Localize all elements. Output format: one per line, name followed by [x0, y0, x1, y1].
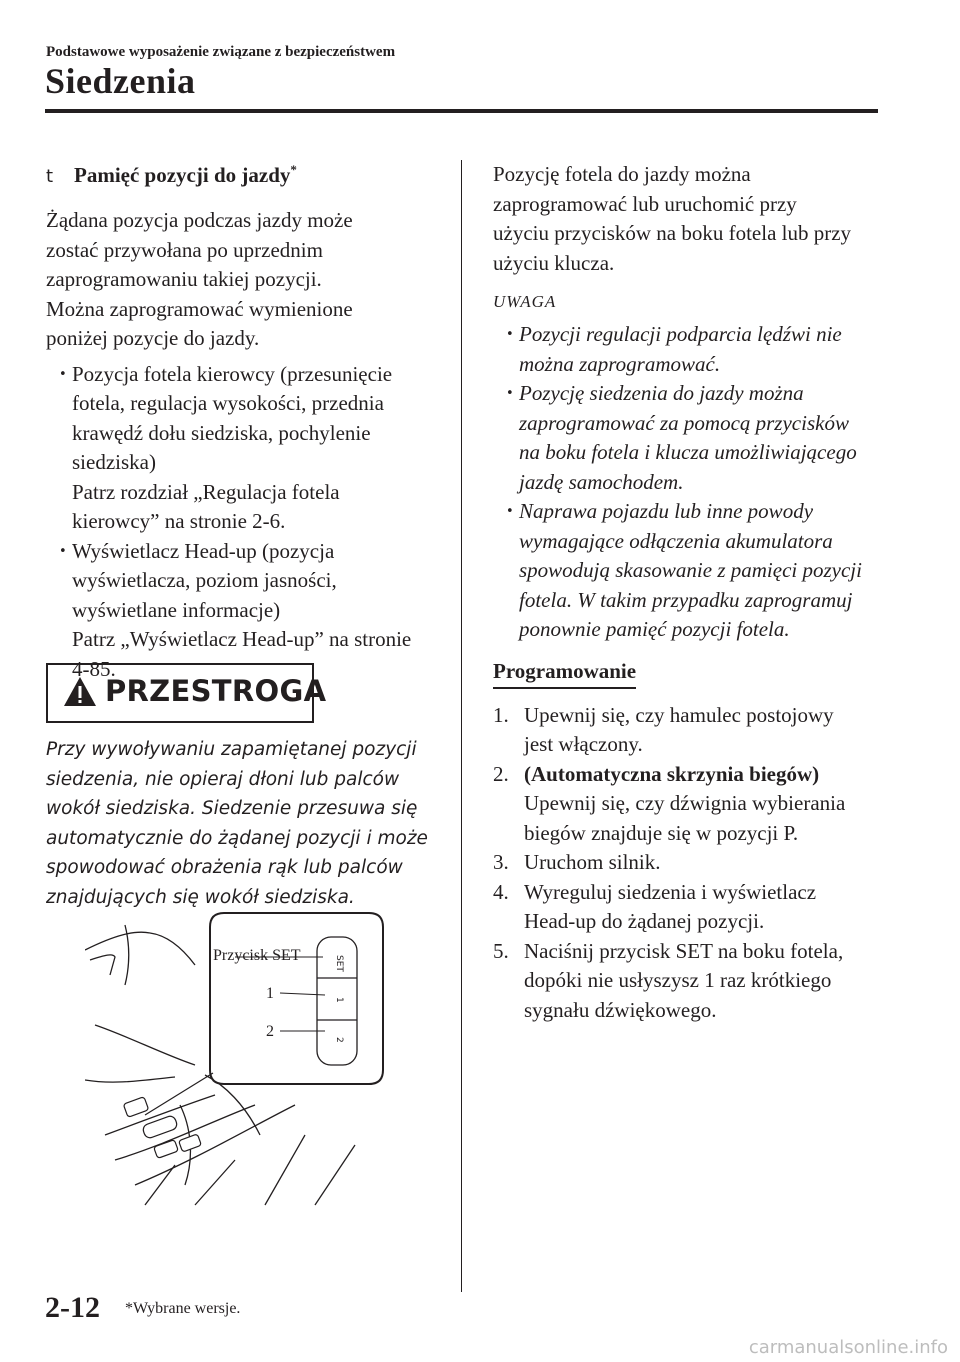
- bullet-icon: •: [59, 366, 67, 382]
- step-item: [493, 878, 893, 937]
- callout-2: 2: [266, 1023, 274, 1040]
- step-line: Head-up do żądanej pozycji.: [524, 909, 765, 933]
- step-line: Uruchom silnik.: [524, 850, 661, 874]
- button-1-label: 1: [334, 997, 344, 1003]
- watermark: carmanualsonline.info: [748, 1337, 948, 1358]
- list-item: [46, 360, 446, 537]
- step-item: [493, 760, 893, 849]
- caution-text: [46, 735, 456, 912]
- page-number: 2-12: [45, 1291, 100, 1324]
- step-line: Wyreguluj siedzenia i wyświetlacz: [524, 879, 817, 904]
- chapter-heading: Podstawowe wyposażenie związane z bezpieczeństwem: [46, 44, 396, 60]
- note-line: na boku fotela i klucza umożliwiającego: [519, 440, 857, 464]
- note-item: [493, 320, 893, 379]
- footnote: *Wybrane wersje.: [125, 1300, 241, 1317]
- caution-line: wokół siedziska. Siedzenie przesuwa się: [46, 798, 418, 819]
- list-item-line: Wyświetlacz Head-up (pozycja: [72, 538, 335, 563]
- bullet-icon: •: [506, 504, 514, 519]
- programming-heading: Programowanie: [493, 657, 636, 689]
- button-2-label: 2: [334, 1037, 344, 1043]
- caution-line: Przy wywoływaniu zapamiętanej pozycji: [46, 739, 417, 760]
- side-switch-panel: [123, 1097, 201, 1159]
- list-item-line: Pozycja fotela kierowcy (przesunięcie: [72, 361, 393, 386]
- step-line: Upewnij się, czy hamulec postojowy: [524, 702, 834, 727]
- step-number: 3.: [493, 850, 509, 874]
- list-item-line: wyświetlane informacje): [72, 597, 281, 622]
- section-marker: t: [46, 166, 54, 187]
- step-line: biegów znajduje się w pozycji P.: [524, 820, 799, 845]
- list-item-line: fotela, regulacja wysokości, przednia: [72, 391, 384, 415]
- set-button-label: SET: [334, 955, 344, 972]
- column-divider: [461, 160, 462, 1292]
- intro-line: użyciu klucza.: [493, 250, 615, 275]
- list-item-line: 4-85.: [72, 656, 116, 681]
- intro-line: użyciu przycisków na boku fotela lub przy: [493, 221, 852, 245]
- list-item: [46, 537, 446, 685]
- step-number: 1.: [493, 702, 509, 727]
- bullet-icon: •: [506, 327, 514, 342]
- intro-line: Pozycję fotela do jazdy można: [493, 162, 751, 186]
- optional-equipment-mark: *: [290, 162, 297, 177]
- list-item-line: Patrz „Wyświetlacz Head-up” na stronie: [72, 627, 412, 651]
- warning-icon: [62, 675, 98, 709]
- left-column: [46, 160, 446, 684]
- step-line: jest włączony.: [524, 732, 643, 756]
- caution-line: automatycznie do żądanej pozycji i może: [46, 827, 428, 849]
- list-item-line: krawędź dołu siedziska, pochylenie: [72, 420, 371, 445]
- intro-line: zaprogramowaniu takiej pozycji.: [46, 267, 322, 291]
- caution-line: znajdujących się wokół siedziska.: [46, 886, 355, 908]
- right-column: [493, 160, 893, 1025]
- note-line: ponownie pamięć pozycji fotela.: [519, 617, 790, 641]
- caution-line: spowodować obrażenia rąk lub palców: [46, 857, 403, 878]
- list-item-line: Patrz rozdział „Regulacja fotela: [72, 479, 340, 504]
- step-line: (Automatyczna skrzynia biegów): [524, 761, 820, 786]
- page-title: Siedzenia: [45, 61, 196, 101]
- step-number: 4.: [493, 879, 509, 904]
- note-item: [493, 497, 893, 645]
- note-line: Pozycję siedzenia do jazdy można: [519, 381, 804, 405]
- note-line: fotela. W takim przypadku zaprogramuj: [519, 587, 853, 612]
- list-item-line: kierowcy” na stronie 2-6.: [72, 509, 286, 533]
- note-item: [493, 379, 893, 497]
- caution-label-box: [46, 663, 327, 723]
- note-line: zaprogramować za pomocą przycisków: [519, 410, 849, 435]
- callout-set: Przycisk SET: [213, 947, 301, 964]
- bullet-icon: •: [506, 386, 514, 401]
- intro-line: zaprogramować lub uruchomić przy: [493, 191, 797, 216]
- step-line: Naciśnij przycisk SET na boku fotela,: [524, 938, 844, 963]
- step-item: [493, 701, 893, 760]
- intro-line: zostać przywołana po uprzednim: [46, 237, 323, 262]
- step-line: Upewnij się, czy dźwignia wybierania: [524, 791, 846, 815]
- caution-label: PRZESTROGA: [105, 674, 327, 708]
- step-line: sygnału dźwiękowego.: [524, 997, 717, 1022]
- step-item: [493, 848, 893, 878]
- step-line: dopóki nie usłyszysz 1 raz krótkiego: [524, 968, 832, 992]
- section-title-text: Pamięć pozycji do jazdy: [74, 163, 291, 187]
- note-line: spowodują skasowanie z pamięci pozycji: [519, 558, 862, 582]
- caution-line: siedzenia, nie opieraj dłoni lub palców: [46, 768, 400, 790]
- note-line: Pozycji regulacji podparcia lędźwi nie: [519, 322, 842, 346]
- header-rule: [45, 109, 878, 113]
- section-title: [74, 160, 297, 190]
- note-heading: UWAGA: [493, 292, 557, 311]
- list-item-line: siedziska): [72, 450, 156, 474]
- step-number: 5.: [493, 938, 509, 963]
- section-heading: [46, 160, 446, 192]
- note-line: można zaprogramować.: [519, 351, 721, 376]
- list-item-line: wyświetlacza, poziom jasności,: [72, 568, 337, 592]
- callout-1: 1: [266, 985, 274, 1002]
- bullet-icon: •: [59, 543, 67, 559]
- note-line: Naprawa pojazdu lub inne powody: [519, 499, 814, 523]
- intro-line: poniżej pozycje do jazdy.: [46, 326, 260, 350]
- note-line: wymagające odłączenia akumulatora: [519, 528, 833, 553]
- note-line: jazdę samochodem.: [519, 469, 684, 494]
- intro-line: Można zaprogramować wymienione: [46, 296, 353, 321]
- step-number: 2.: [493, 761, 509, 786]
- intro-line: Żądana pozycja podczas jazdy może: [46, 208, 353, 232]
- seat-memory-illustration: [85, 905, 385, 1210]
- step-item: [493, 937, 893, 1026]
